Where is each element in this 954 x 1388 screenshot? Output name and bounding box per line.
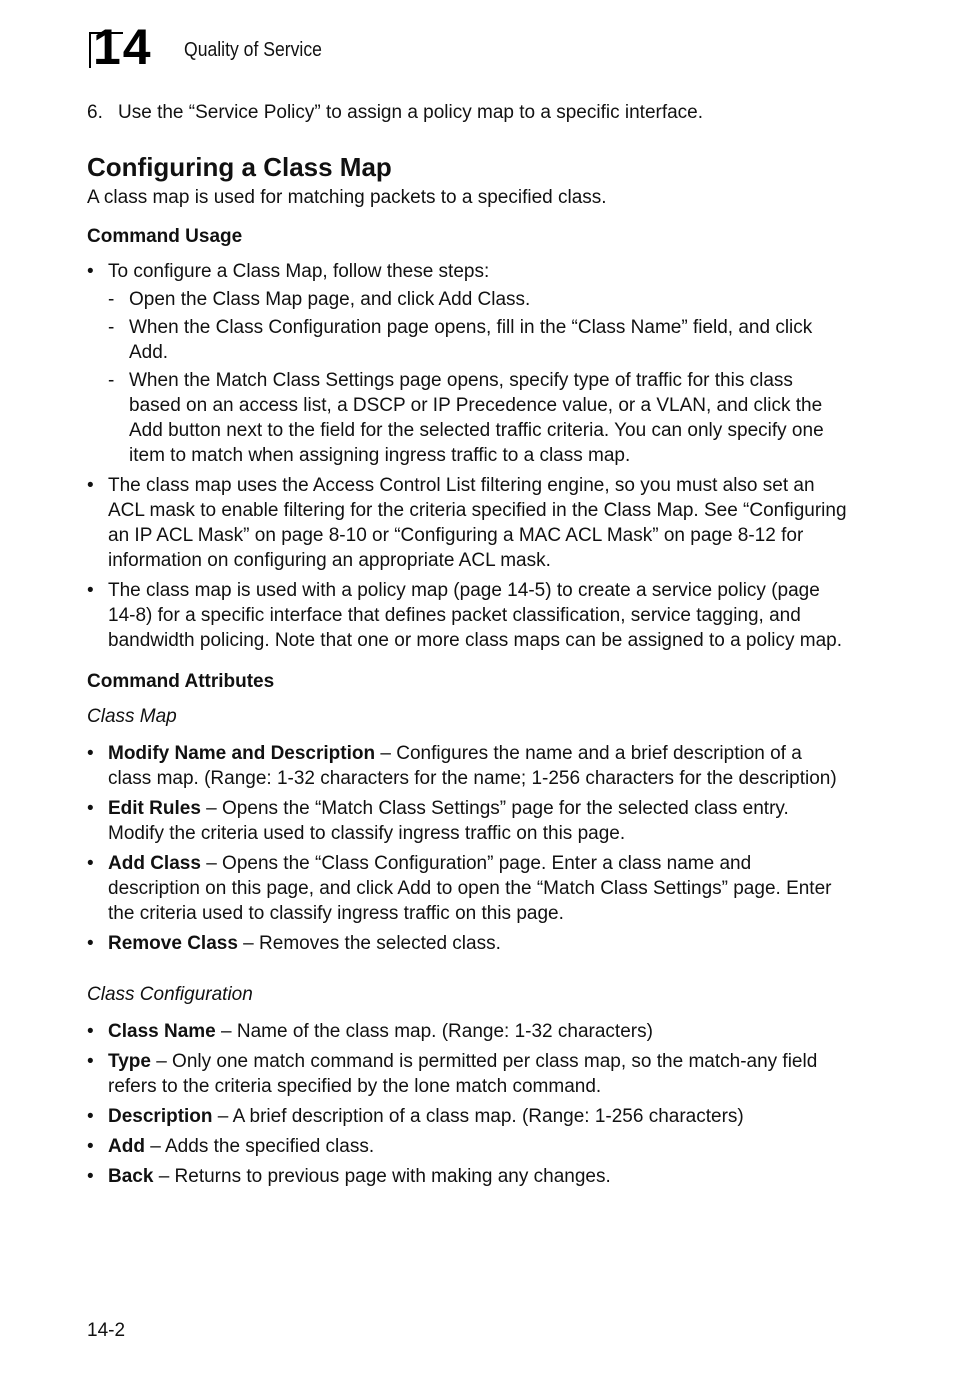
list-item-text: The class map is used with a policy map (page 14-5) to create a service policy (page 14-8) for a specific interface that defines packet classification, service tagging, and bandwidth policing. Note that one or more class maps can be assigned to a policy map. — [108, 580, 843, 651]
attribute-desc: – Configures the name and a brief description of a class map. (Range: 1-32 characters for the name; 1-256 characters for the description) — [108, 743, 837, 789]
class-configuration-subheading: Class Configuration — [87, 984, 253, 1005]
list-item-text: To configure a Class Map, follow these steps: — [108, 261, 490, 282]
attribute-term: Description — [108, 1106, 213, 1127]
sub-step-list — [108, 287, 847, 468]
bullet-icon: • — [87, 1166, 94, 1187]
command-usage-list — [87, 259, 847, 653]
sub-step-item — [108, 287, 847, 312]
attribute-term: Remove Class — [108, 933, 238, 954]
attribute-desc: – Name of the class map. (Range: 1-32 characters) — [215, 1021, 653, 1042]
page-number: 14-2 — [87, 1320, 126, 1341]
bullet-icon: • — [87, 743, 94, 764]
section-title: Configuring a Class Map — [87, 152, 392, 182]
attribute-term: Modify Name and Description — [108, 743, 376, 764]
bullet-icon: • — [87, 261, 94, 282]
list-item — [87, 259, 847, 468]
attribute-desc: – Opens the “Class Configuration” page. Enter a class name and description on this page, and click Add to open the “Match Class Settings” page. Enter the criteria used to classify ingress traffic on this page. — [108, 853, 832, 924]
class-configuration-attributes-list — [87, 1019, 847, 1189]
dash-icon: - — [108, 370, 115, 391]
chapter-title: Quality of Service — [184, 39, 322, 61]
sub-step-text: When the Match Class Settings page opens, specify type of traffic for this class based on an access list, a DSCP or IP Precedence value, or a VLAN, and click the Add button next to the field for the selected traffic criteria. You can only specify one item to match when assigning ingress traffic to a class map. — [129, 370, 824, 466]
bullet-icon: • — [87, 475, 94, 496]
bullet-icon: • — [87, 1051, 94, 1072]
attribute-item — [87, 1019, 847, 1044]
attribute-item — [87, 931, 847, 956]
class-map-subheading: Class Map — [87, 706, 177, 727]
attribute-item — [87, 1134, 847, 1159]
attribute-item — [87, 741, 847, 791]
attribute-term: Add Class — [108, 853, 201, 874]
section-intro: A class map is used for matching packets to a specified class. — [87, 187, 607, 208]
attribute-desc: – A brief description of a class map. (Range: 1-256 characters) — [212, 1106, 744, 1127]
page-content — [87, 100, 847, 1194]
attribute-term: Class Name — [108, 1021, 216, 1042]
attribute-item — [87, 796, 847, 846]
sub-step-item — [108, 368, 847, 468]
dash-icon: - — [108, 317, 115, 338]
bullet-icon: • — [87, 1106, 94, 1127]
bullet-icon: • — [87, 798, 94, 819]
dash-icon: - — [108, 289, 115, 310]
command-usage-heading: Command Usage — [87, 226, 243, 247]
attribute-desc: – Only one match command is permitted per class map, so the match-any field refers to the criteria specified by the lone match command. — [108, 1051, 818, 1097]
bullet-icon: • — [87, 1021, 94, 1042]
chapter-number: 14 — [93, 19, 153, 75]
bullet-icon: • — [87, 580, 94, 601]
attribute-item — [87, 851, 847, 926]
list-item — [87, 578, 847, 653]
attribute-item — [87, 1164, 847, 1189]
attribute-term: Back — [108, 1166, 154, 1187]
sub-step-item — [108, 315, 847, 365]
bullet-icon: • — [87, 1136, 94, 1157]
bullet-icon: • — [87, 933, 94, 954]
attribute-term: Edit Rules — [108, 798, 201, 819]
sub-step-text: Open the Class Map page, and click Add Class. — [129, 289, 531, 310]
bullet-icon: • — [87, 853, 94, 874]
step-number: 6. — [87, 102, 103, 123]
step-text: Use the “Service Policy” to assign a policy map to a specific interface. — [118, 102, 704, 123]
class-map-attributes-list — [87, 741, 847, 956]
sub-step-text: When the Class Configuration page opens, fill in the “Class Name” field, and click Add. — [129, 317, 813, 363]
attribute-item — [87, 1104, 847, 1129]
attribute-item — [87, 1049, 847, 1099]
attribute-term: Add — [108, 1136, 145, 1157]
attribute-desc: – Removes the selected class. — [237, 933, 501, 954]
attribute-desc: – Returns to previous page with making any changes. — [153, 1166, 611, 1187]
attribute-desc: – Adds the specified class. — [144, 1136, 375, 1157]
step-item — [87, 100, 847, 125]
attribute-term: Type — [108, 1051, 151, 1072]
command-attributes-heading: Command Attributes — [87, 671, 275, 692]
list-item — [87, 473, 847, 573]
list-item-text: The class map uses the Access Control List filtering engine, so you must also set an ACL mask to enable filtering for the criteria specified in the Class Map. See “Configuring an IP ACL Mask” on page 8-10 or “Configuring a MAC ACL Mask” on page 8-12 for information on configuring an appropriate ACL mask. — [108, 475, 847, 571]
attribute-desc: – Opens the “Match Class Settings” page for the selected class entry. Modify the criteria used to classify ingress traffic on this page. — [108, 798, 789, 844]
